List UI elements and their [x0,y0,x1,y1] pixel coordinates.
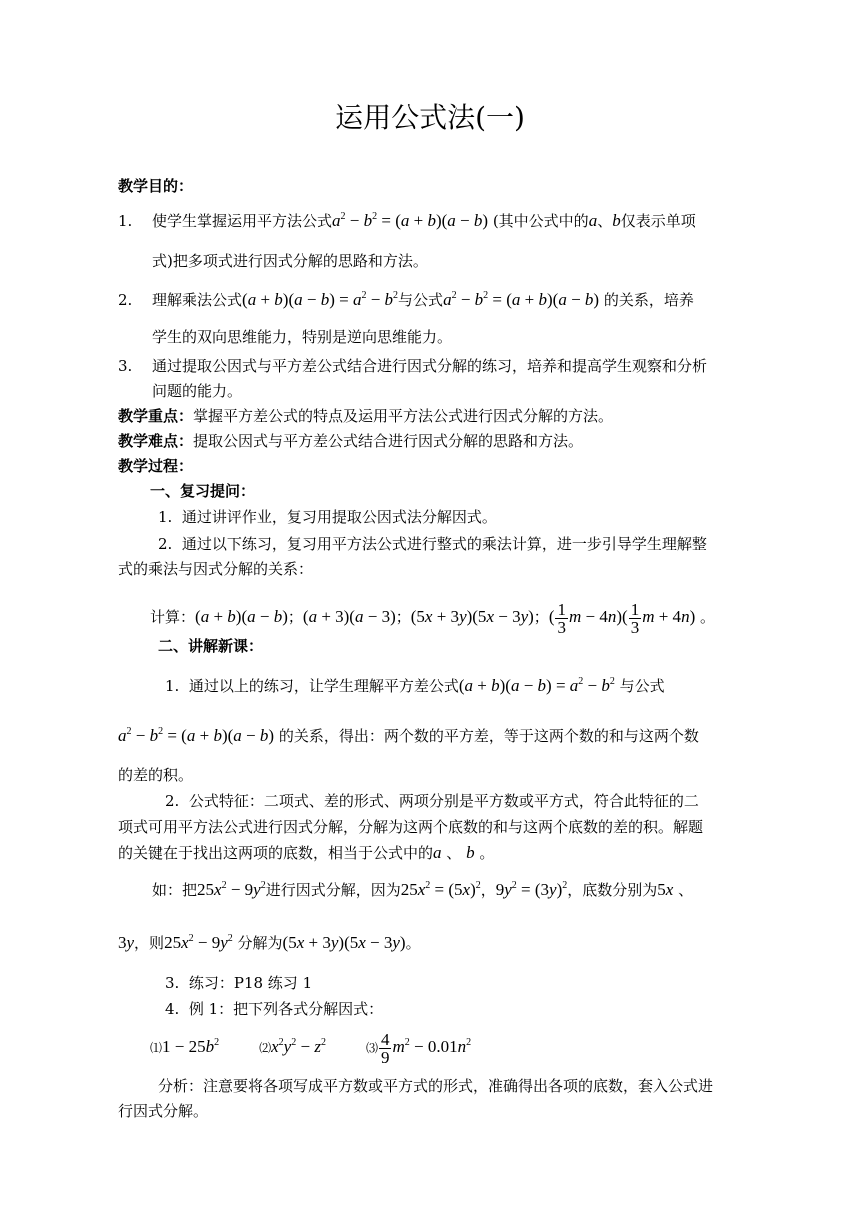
objective-1-continued: 式)把多项式进行因式分解的思路和方法。 [152,252,428,270]
new-lesson-item-3: 3. 练习：P18 练习 1 [165,974,313,992]
calc-expression-3: (5x + 3y)(5x − 3y) [410,607,534,626]
page-title: 运用公式法(一) [335,101,525,134]
exercise-1: $1 - 25b^2$ [162,1037,220,1056]
exercise-2: $x^2y^2 - z^2$ [271,1037,326,1056]
key-points: 教学重点：掌握平方差公式的特点及运用平方法公式进行因式分解的方法。 [118,407,614,425]
new-lesson-item-1-continued: $a^2 - b^2 = (a + b)(a - b)$ 的关系，得出：两个数的平方差，等于这两个数的和与这两个数 [118,726,699,745]
example-line: 如：把$25x^2 - 9y^2$进行因式分解，因为$25x^2 = (5x)^2$，$9y^2 = (3y)^2$，底数分别为5x 、 [152,880,694,899]
formula-product: $(a + b)(a - b) = a^2 - b^2$ [458,676,615,695]
section-1-heading: 一、复习提问： [150,482,256,500]
objective-1: 1. 使学生掌握运用平方法公式$a^2 - b^2 = (a + b)(a - b)$ (其中公式中的a、b仅表示单项 [118,211,696,230]
objective-number: 3. [118,357,133,375]
objective-number: 2. [118,291,133,309]
formula-factor: $a^2 - b^2 = (a + b)(a - b)$ [443,290,600,309]
objective-2-continued: 学生的双向思维能力，特别是逆向思维能力。 [152,328,453,346]
analysis-text-continued: 行因式分解。 [118,1102,209,1120]
formula-difference-of-squares: $a^2 - b^2 = (a + b)(a - b)$ [332,211,489,230]
example-line-continued: 3y，则$25x^2 - 9y^2$ 分解为(5x + 3y)(5x − 3y)。 [118,933,421,952]
exercise-list [150,1027,471,1068]
calc-expression-4: ( $\frac{1}{3}$ m − 4n)( $\frac{1}{3}$ m + 4n) [548,599,696,637]
new-lesson-item-1: 1. 通过以上的练习，让学生理解平方差公式$(a + b)(a - b) = a^2 - b^2$ 与公式 [165,676,665,695]
review-item-1: 1. 通过讲评作业，复习用提取公因式法分解因式。 [158,508,497,526]
calc-expression-2: (a + 3)(a − 3) [302,607,396,626]
exercise-3: $\frac{4}{9}$ $m^2 - 0.01n^2$ [380,1029,472,1067]
calc-expression-1: (a + b)(a − b) [195,607,288,626]
new-lesson-item-4: 4. 例 1：把下列各式分解因式： [165,1000,384,1018]
objectives-label: 教学目的： [118,177,194,195]
formula-product: $(a + b)(a - b) = a^2 - b^2$ [242,290,399,309]
new-lesson-item-2-line-3: 的关键在于找出这两项的底数，相当于公式中的a 、 b 。 [118,843,495,862]
objective-3: 3. 通过提取公因式与平方差公式结合进行因式分解的练习，培养和提高学生观察和分析 [118,357,708,375]
exercise-3-label: ⑶ [365,1041,378,1055]
objective-3-continued: 问题的能力。 [152,382,243,400]
review-item-2: 2. 通过以下练习，复习用平方法公式进行整式的乘法计算，进一步引导学生理解整 [158,535,707,553]
exercise-1-label: ⑴ [150,1041,163,1055]
new-lesson-item-2: 2. 公式特征：二项式、差的形式、两项分别是平方数或平方式，符合此特征的二 [165,792,699,810]
difficult-points: 教学难点：提取公因式与平方差公式结合进行因式分解的思路和方法。 [118,432,584,450]
objective-number: 1. [118,212,133,230]
formula-factor: $a^2 - b^2 = (a + b)(a - b)$ [118,726,275,745]
analysis-text: 分析：注意要将各项写成平方数或平方式的形式，准确得出各项的底数，套入公式进 [158,1077,714,1095]
new-lesson-item-2-line-2: 项式可用平方法公式进行因式分解，分解为这两个底数的和与这两个底数的差的积。解题 [118,818,704,836]
process-label: 教学过程： [118,457,194,475]
section-2-heading: 二、讲解新课： [158,637,264,655]
objective-2: 2. 理解乘法公式$(a + b)(a - b) = a^2 - b^2$与公式$a^2 - b^2 = (a + b)(a - b)$ 的关系，培养 [118,290,694,309]
exercise-2-label: ⑵ [259,1041,272,1055]
review-item-2-continued: 式的乘法与因式分解的关系： [118,560,314,578]
new-lesson-item-1-end: 的差的积。 [118,766,194,784]
calculation-line: 计算：(a + b)(a − b)；(a + 3)(a − 3)；(5x + 3y)(5x − 3y)；( $\frac{1}{3}$ m − 4n)( $\frac{1}{3}$ m + 4n) 。 [150,599,716,637]
